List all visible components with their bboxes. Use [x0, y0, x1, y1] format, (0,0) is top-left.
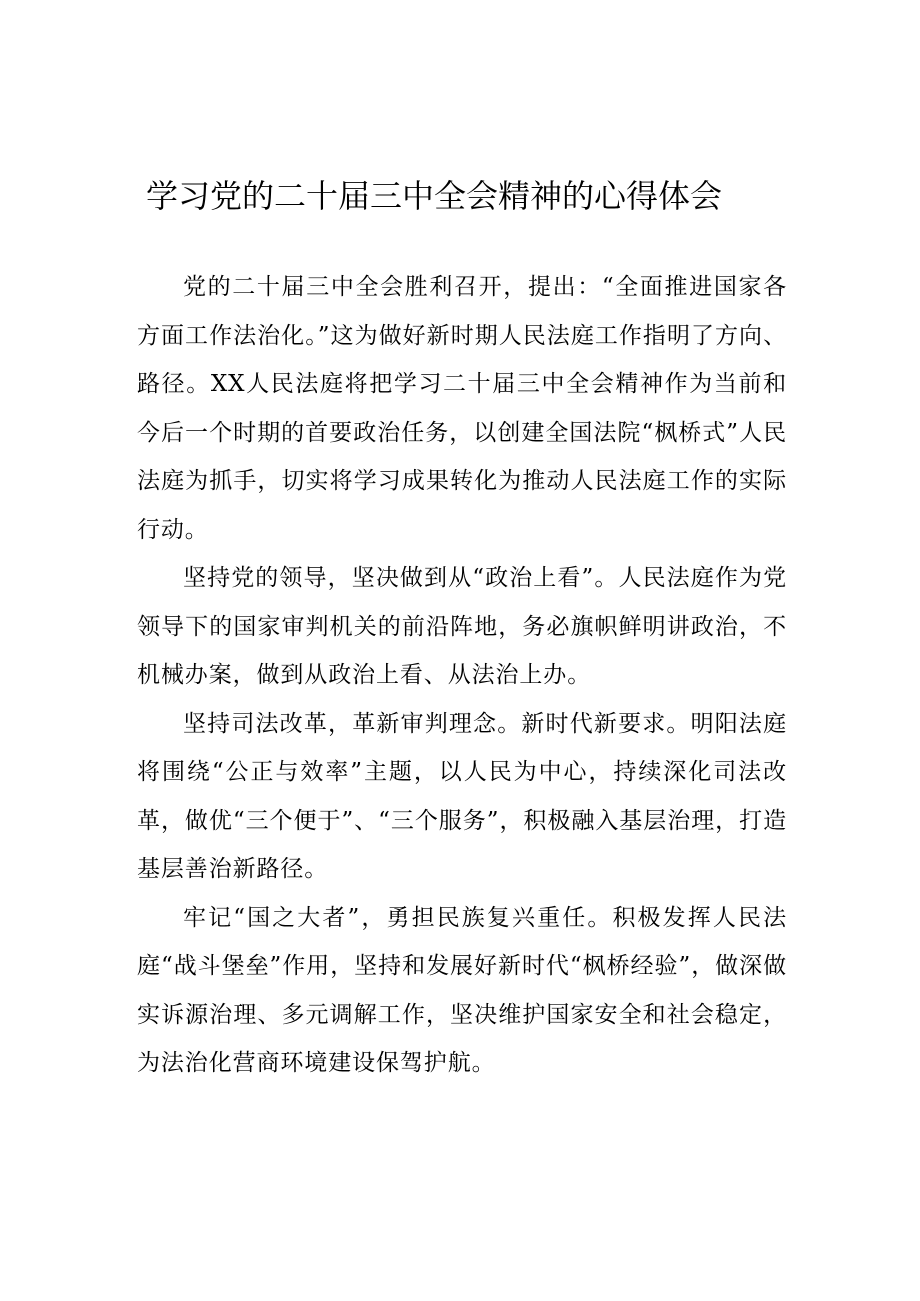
document-title: 学习党的二十届三中全会精神的心得体会 [146, 177, 723, 215]
document-body [137, 263, 787, 1088]
paragraph-intro: 党的二十届三中全会胜利召开，提出：“全面推进国家各方面工作法治化。”这为做好新时期人民法庭工作指明了方向、路径。XX人民法庭将把学习二十届三中全会精神作为当前和今后一个时期的首要政治任务，以创建全国法院“枫桥式”人民法庭为抓手，切实将学习成果转化为推动人民法庭工作的实际行动。 [137, 274, 787, 543]
paragraph-national-mission: 牢记“国之大者”，勇担民族复兴重任。积极发挥人民法庭“战斗堡垒”作用，坚持和发展好新时代“枫桥经验”，做深做实诉源治理、多元调解工作，坚决维护国家安全和社会稳定，为法治化营商环境建设保驾护航。 [137, 904, 787, 1076]
paragraph-party-leadership: 坚持党的领导，坚决做到从“政治上看”。人民法庭作为党领导下的国家审判机关的前沿阵地，务必旗帜鲜明讲政治，不机械办案，做到从政治上看、从法治上办。 [137, 565, 787, 688]
paragraph-judicial-reform: 坚持司法改革，革新审判理念。新时代新要求。明阳法庭将围绕“公正与效率”主题，以人民为中心，持续深化司法改革，做优“三个便于”、“三个服务”，积极融入基层治理，打造基层善治新路径。 [137, 710, 787, 882]
